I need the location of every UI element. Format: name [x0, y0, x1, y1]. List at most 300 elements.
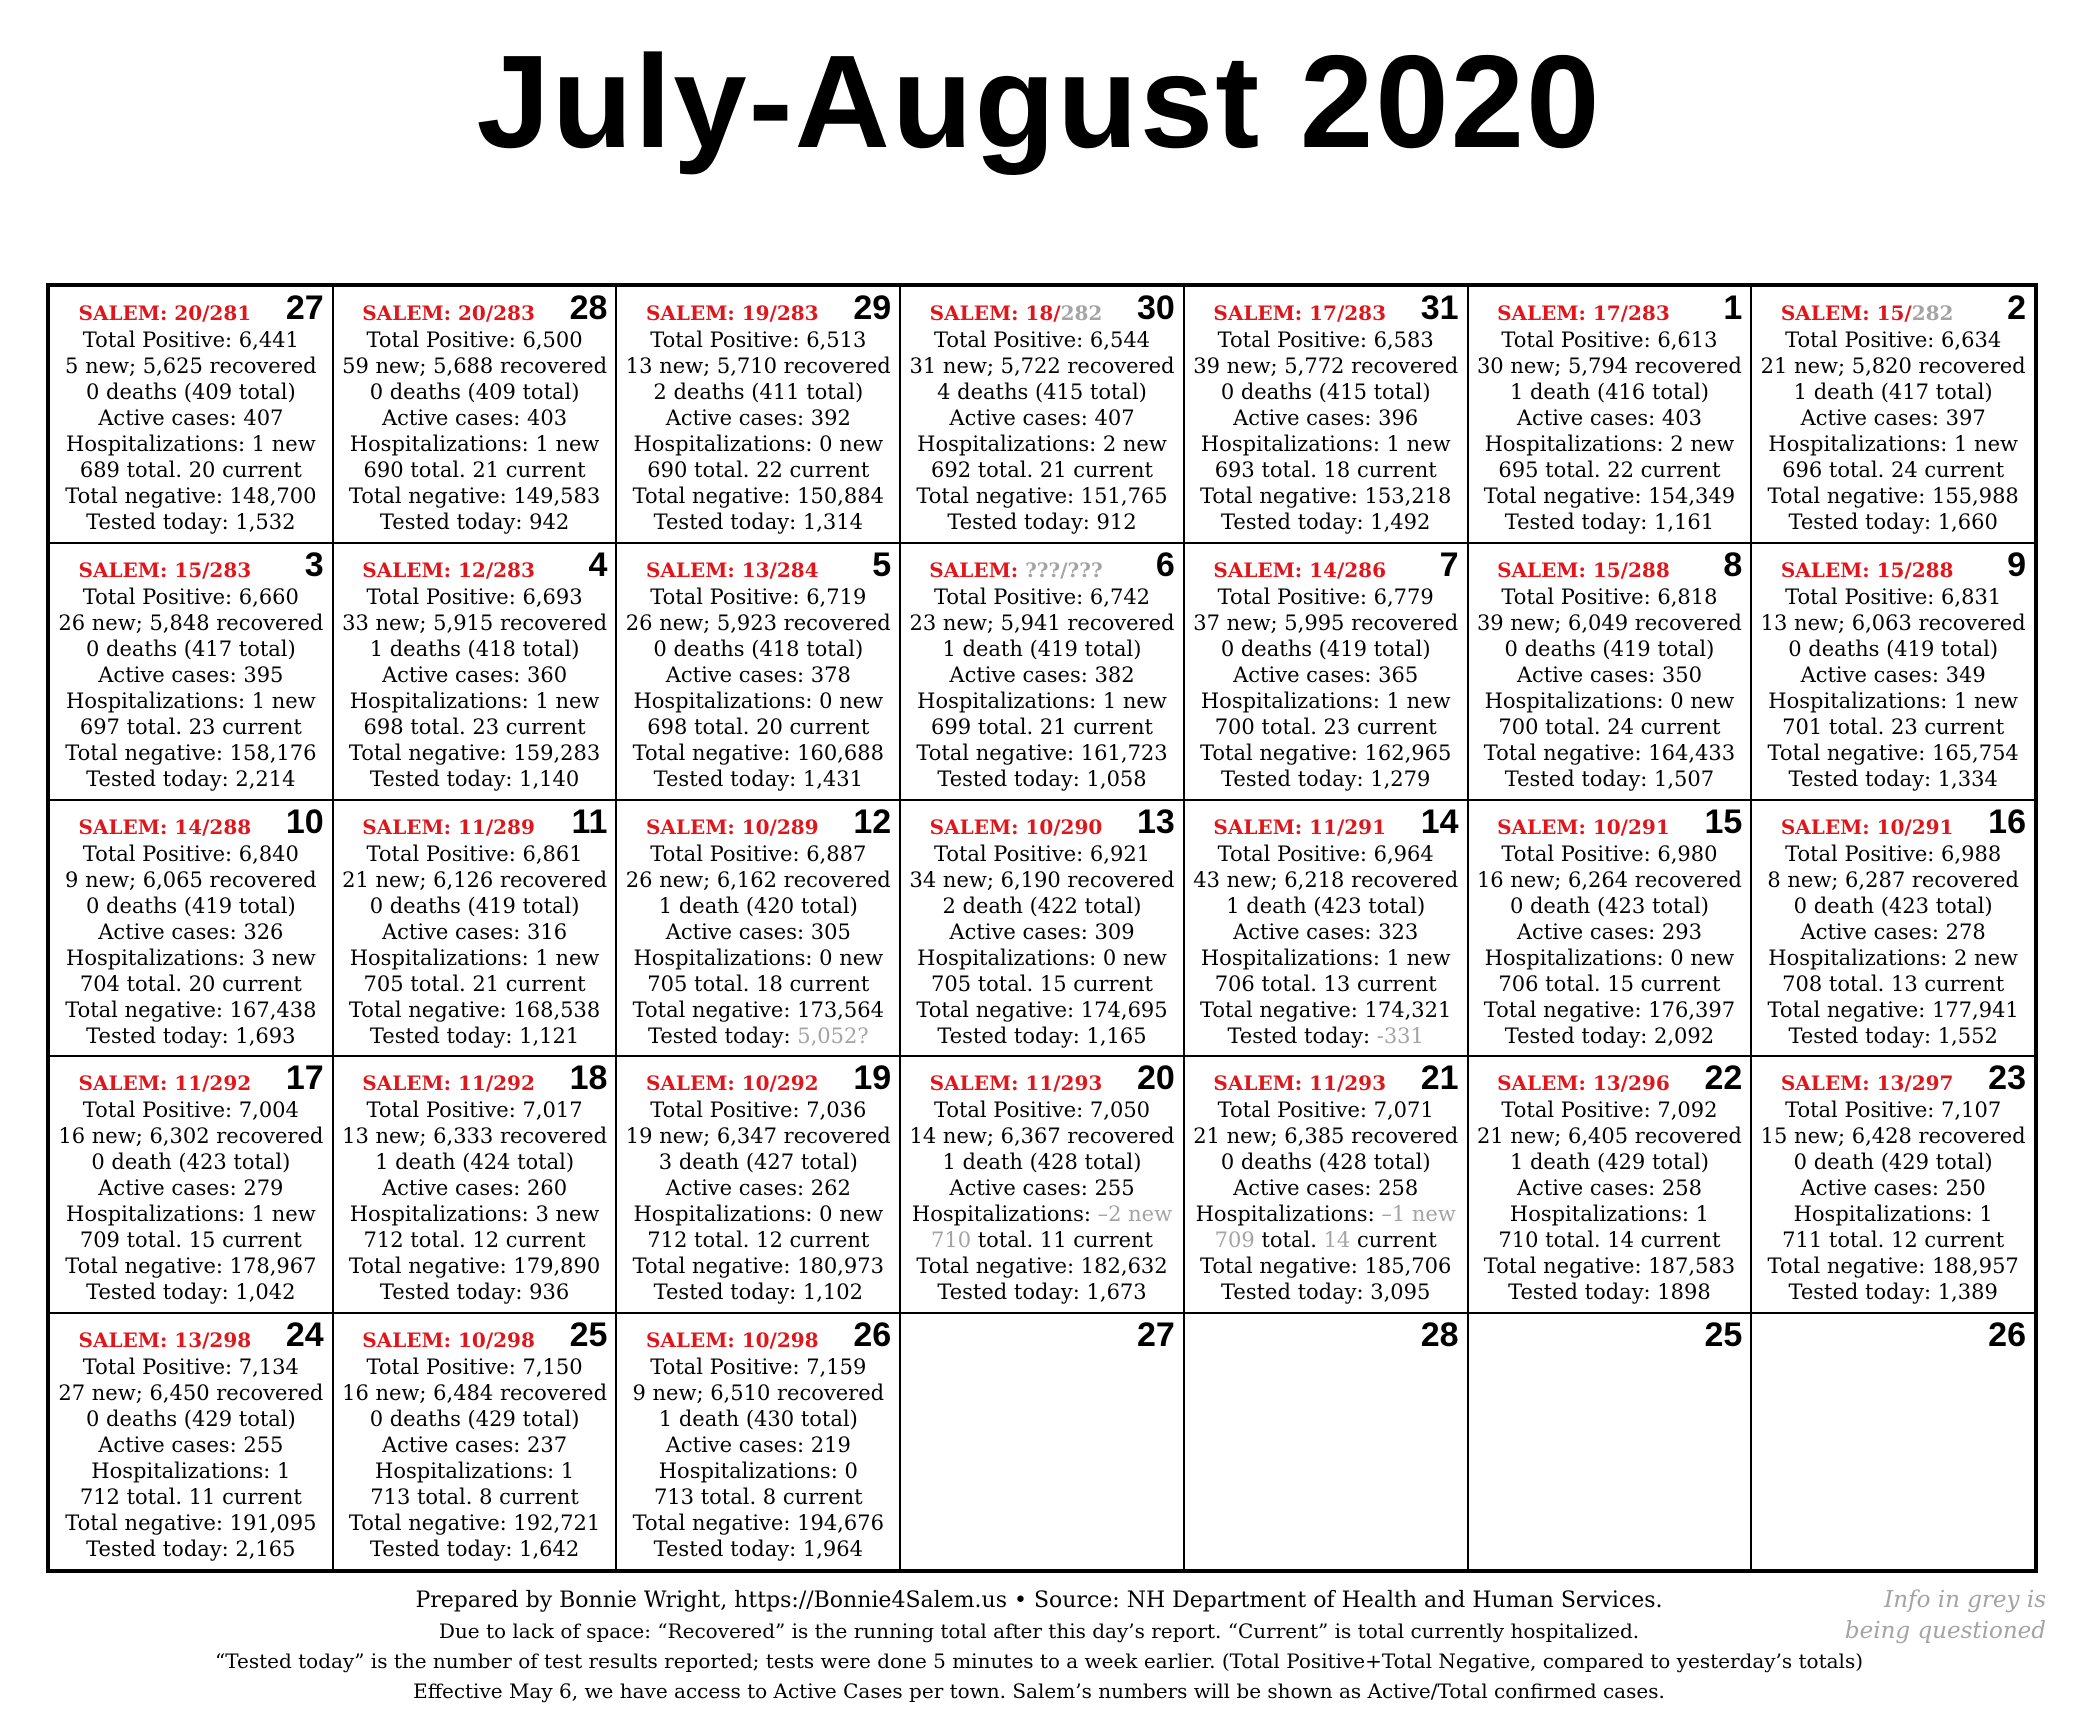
day-number: 3 [304, 545, 324, 584]
salem-cases [1475, 1071, 1693, 1095]
text-segment: 5 new; 5,625 recovered [65, 354, 317, 378]
text-segment: Hospitalizations: 1 new [1200, 432, 1451, 456]
text-segment: 0 deaths (409 total) [85, 380, 296, 404]
stat-line [907, 483, 1177, 509]
stat-line [56, 867, 326, 893]
stat-line [1191, 1097, 1461, 1123]
text-segment: Hospitalizations: [911, 1202, 1098, 1227]
text-segment: SALEM: 14/288 [78, 814, 252, 839]
text-segment: Total negative: 168,538 [348, 997, 601, 1022]
salem-cases [1191, 301, 1409, 325]
text-segment: Total negative: 161,723 [916, 740, 1168, 765]
text-segment: 31 new; 5,722 recovered [909, 354, 1175, 378]
text-segment: Total negative: 185,706 [1200, 1254, 1452, 1279]
salem-cases [340, 301, 558, 325]
stat-line [1191, 610, 1461, 636]
text-segment: 1 deaths (418 total) [369, 636, 580, 661]
text-segment: Active cases: 305 [665, 919, 851, 944]
stat-line [623, 457, 893, 483]
text-segment: Tested today: 1,552 [1788, 1023, 1998, 1048]
stat-line [1475, 841, 1745, 867]
stat-line [56, 1536, 326, 1562]
salem-cases [1191, 815, 1409, 839]
stat-line [56, 457, 326, 483]
text-segment: SALEM: 18/ [929, 301, 1061, 325]
day-number: 2 [2007, 289, 2026, 327]
stat-line [1758, 353, 2028, 379]
stat-line [56, 714, 326, 740]
text-segment: Tested today: 1,389 [1788, 1280, 1998, 1305]
stat-line [1758, 584, 2028, 610]
day-cell [49, 543, 333, 800]
stat-line [340, 379, 610, 405]
stat-line [1475, 766, 1745, 792]
text-segment: Hospitalizations: [1195, 1202, 1382, 1227]
text-segment: Active cases: 365 [1233, 662, 1419, 687]
stat-line [340, 919, 610, 945]
text-segment: 0 deaths (419 total) [85, 893, 296, 918]
day-cell-header [1758, 545, 2028, 584]
stat-line [623, 327, 893, 353]
stat-line [1758, 379, 2028, 405]
stat-line [1191, 327, 1461, 353]
text-segment: 26 new; 5,923 recovered [625, 610, 891, 635]
day-cell [1468, 286, 1752, 543]
stat-line [1475, 945, 1745, 971]
stat-line [1758, 841, 2028, 867]
stat-line [623, 1201, 893, 1227]
day-number: 29 [853, 289, 892, 327]
stat-line [1475, 584, 1745, 610]
day-stats [56, 584, 326, 792]
stat-line [1475, 1123, 1745, 1149]
stat-line [56, 997, 326, 1023]
text-segment: Tested today: 1,964 [653, 1537, 863, 1562]
stat-line [907, 971, 1177, 997]
text-segment: Total Positive: 6,818 [1501, 584, 1718, 609]
stat-line [340, 1510, 610, 1536]
text-segment: 701 total. 23 current [1782, 714, 2005, 739]
text-segment: Tested today: 1,165 [937, 1023, 1147, 1048]
text-segment: SALEM: 10/291 [1780, 814, 1954, 839]
questioned-value: ???/??? [1025, 557, 1103, 582]
stat-line [1191, 841, 1461, 867]
stat-line [1475, 688, 1745, 714]
text-segment: 16 new; 6,484 recovered [342, 1381, 608, 1406]
text-segment: Total negative: 162,965 [1200, 740, 1452, 765]
text-segment: 2 deaths (411 total) [653, 380, 864, 404]
text-segment: SALEM: 13/297 [1780, 1071, 1954, 1096]
text-segment: SALEM: 13/296 [1497, 1071, 1670, 1096]
stat-line [56, 1097, 326, 1123]
text-segment: Tested today: 1,314 [653, 510, 863, 534]
stat-line [1475, 431, 1745, 457]
stat-line [1758, 1227, 2028, 1253]
text-segment: Total negative: 192,721 [348, 1511, 601, 1536]
stat-line [907, 457, 1177, 483]
stat-line [1191, 353, 1461, 379]
stat-line [56, 841, 326, 867]
text-segment: Tested today: 2,165 [86, 1537, 296, 1562]
text-segment: Tested today: [647, 1023, 798, 1048]
stat-line [623, 405, 893, 431]
day-stats [340, 327, 610, 535]
text-segment: 710 total. 14 current [1498, 1228, 1721, 1253]
day-cell [616, 543, 900, 800]
text-segment: Hospitalizations: 1 new [1200, 945, 1451, 970]
day-cell-header [1191, 802, 1461, 841]
stat-line [340, 1175, 610, 1201]
text-segment: 0 death (429 total) [1793, 1150, 1993, 1175]
stat-line [623, 1354, 893, 1380]
text-segment: Tested today: 1,279 [1221, 766, 1431, 791]
text-segment: Hospitalizations: 2 new [1484, 432, 1735, 456]
stat-line [1191, 971, 1461, 997]
text-segment: 711 total. 12 current [1782, 1228, 2005, 1253]
text-segment: SALEM: 10/291 [1497, 814, 1670, 839]
text-segment: Total Positive: 6,500 [366, 328, 583, 352]
stat-line [907, 610, 1177, 636]
stat-line [1475, 893, 1745, 919]
text-segment: Total negative: 149,583 [348, 484, 601, 508]
text-segment: Active cases: 349 [1800, 662, 1986, 687]
text-segment: 0 deaths (419 total) [1504, 636, 1715, 661]
day-number: 19 [853, 1059, 892, 1098]
day-number: 27 [1137, 1316, 1175, 1355]
stat-line [623, 1023, 893, 1049]
text-segment: Total negative: 148,700 [65, 484, 317, 508]
text-segment: Total negative: 179,890 [348, 1254, 601, 1279]
text-segment: Total Positive: 6,719 [650, 584, 867, 609]
stat-line [1475, 1175, 1745, 1201]
stat-line [907, 945, 1177, 971]
day-stats [1475, 584, 1745, 792]
day-cell-header [1191, 291, 1461, 327]
stat-line [56, 740, 326, 766]
day-cell-header [1475, 802, 1745, 841]
text-segment: Total negative: 177,941 [1767, 997, 2019, 1022]
stat-line [1191, 1201, 1461, 1227]
text-segment: Total Positive: 6,831 [1785, 584, 2002, 609]
day-cell [900, 543, 1184, 800]
stat-line [1191, 1023, 1461, 1049]
stat-line [1191, 919, 1461, 945]
text-segment: 698 total. 20 current [647, 714, 870, 739]
day-stats [907, 1097, 1177, 1305]
stat-line [1475, 610, 1745, 636]
day-stats [1758, 841, 2028, 1049]
day-number: 5 [872, 545, 892, 584]
text-segment: 1 death (419 total) [942, 636, 1142, 661]
stat-line [1191, 379, 1461, 405]
text-segment: Active cases: 219 [665, 1433, 851, 1458]
day-cell [1468, 1056, 1752, 1313]
stat-line [623, 1380, 893, 1406]
text-segment: Hospitalizations: 0 new [633, 945, 884, 970]
stat-line [56, 1458, 326, 1484]
stat-line [56, 405, 326, 431]
text-segment: 21 new; 6,405 recovered [1476, 1124, 1742, 1149]
text-segment: Total Positive: 6,693 [366, 584, 583, 609]
day-cell [49, 1056, 333, 1313]
text-segment: Tested today: 1,507 [1504, 766, 1715, 791]
day-stats [1475, 327, 1745, 535]
text-segment: Active cases: 309 [949, 919, 1135, 944]
text-segment: 9 new; 6,065 recovered [65, 867, 317, 892]
text-segment: Hospitalizations: 2 new [1768, 945, 2018, 970]
text-segment: 21 new; 6,385 recovered [1193, 1124, 1459, 1149]
text-segment: Total negative: 155,988 [1767, 484, 2019, 508]
stat-line [1758, 483, 2028, 509]
salem-cases [56, 558, 274, 582]
text-segment: 1 death (420 total) [658, 893, 858, 918]
stat-line [340, 1279, 610, 1305]
text-segment: 0 deaths (417 total) [85, 636, 296, 661]
stat-line [56, 1354, 326, 1380]
text-segment: 713 total. 8 current [653, 1485, 863, 1510]
text-segment: Total Positive: 7,017 [366, 1098, 583, 1123]
stat-line [1758, 636, 2028, 662]
stat-line [907, 688, 1177, 714]
text-segment: Total negative: 182,632 [916, 1254, 1168, 1279]
text-segment: Total negative: 151,765 [916, 484, 1168, 508]
text-segment: Active cases: 326 [98, 919, 284, 944]
stat-line [907, 327, 1177, 353]
stat-line [1758, 997, 2028, 1023]
text-segment: Active cases: 403 [1516, 406, 1702, 430]
day-cell-header [623, 1318, 893, 1354]
day-cell [1184, 1313, 1468, 1570]
text-segment: Tested today: 2,214 [86, 766, 296, 791]
stat-line [1191, 1227, 1461, 1253]
text-segment: Hospitalizations: 1 new [917, 688, 1167, 713]
day-cell-header [1191, 545, 1461, 584]
text-segment: Hospitalizations: 0 new [633, 432, 884, 456]
text-segment: Tested today: 1,693 [86, 1023, 296, 1048]
text-segment: Hospitalizations: 1 new [66, 1202, 316, 1227]
stat-line [1191, 688, 1461, 714]
stat-line [623, 509, 893, 535]
day-number: 28 [569, 289, 608, 327]
stat-line [340, 945, 610, 971]
stat-line [340, 688, 610, 714]
text-segment: Total Positive: 6,840 [82, 841, 299, 866]
stat-line [56, 945, 326, 971]
stat-line [56, 483, 326, 509]
text-segment: Hospitalizations: 0 new [1484, 945, 1735, 970]
salem-cases [340, 1328, 558, 1352]
salem-cases [907, 815, 1125, 839]
text-segment: Active cases: 255 [949, 1176, 1135, 1201]
text-segment: Tested today: 1,102 [653, 1280, 863, 1305]
text-segment: 712 total. 11 current [79, 1485, 302, 1510]
text-segment: 700 total. 23 current [1214, 714, 1437, 739]
day-stats [56, 841, 326, 1049]
day-cell-header [623, 545, 893, 584]
text-segment: 0 death (423 total) [1793, 893, 1993, 918]
stat-line [340, 1123, 610, 1149]
day-number: 25 [569, 1316, 608, 1355]
day-stats [1191, 327, 1461, 535]
stat-line [1758, 919, 2028, 945]
stat-line [623, 379, 893, 405]
day-cell-header [340, 291, 610, 327]
stat-line [623, 1484, 893, 1510]
stat-line [1191, 405, 1461, 431]
text-segment: Total negative: 150,884 [632, 484, 884, 508]
stat-line [1758, 766, 2028, 792]
text-segment: Hospitalizations: 1 [1509, 1202, 1709, 1227]
stat-line [340, 1406, 610, 1432]
salem-cases [56, 1071, 274, 1095]
day-cell [900, 1056, 1184, 1313]
text-segment: Total Positive: 6,583 [1217, 328, 1434, 352]
stat-line [623, 662, 893, 688]
stat-line [1758, 1175, 2028, 1201]
stat-line [1191, 714, 1461, 740]
stat-line [56, 1253, 326, 1279]
stat-line [1475, 867, 1745, 893]
day-cell-header [1475, 291, 1745, 327]
day-stats [56, 1354, 326, 1562]
stat-line [340, 997, 610, 1023]
stat-line [340, 766, 610, 792]
stat-line [340, 483, 610, 509]
stat-line [340, 1484, 610, 1510]
text-segment: Total Positive: 6,779 [1217, 584, 1434, 609]
text-segment: current [1350, 1228, 1437, 1253]
day-cell [900, 800, 1184, 1057]
text-segment: Active cases: 407 [949, 406, 1135, 430]
text-segment: Active cases: 407 [98, 406, 284, 430]
stat-line [1758, 688, 2028, 714]
text-segment: 2 death (422 total) [942, 893, 1142, 918]
day-cell-header [1191, 1318, 1461, 1354]
day-cell [900, 1313, 1184, 1570]
text-segment: Active cases: 323 [1233, 919, 1419, 944]
stat-line [907, 1123, 1177, 1149]
text-segment: Active cases: 378 [665, 662, 851, 687]
text-segment: Total negative: 164,433 [1483, 740, 1736, 765]
text-segment: 705 total. 18 current [647, 971, 870, 996]
text-segment: SALEM: 10/289 [645, 814, 819, 839]
day-number: 30 [1137, 289, 1175, 327]
day-cell [900, 286, 1184, 543]
day-number: 14 [1420, 802, 1459, 841]
stat-line [907, 379, 1177, 405]
text-segment: Total negative: 153,218 [1200, 484, 1452, 508]
text-segment: Hospitalizations: 0 new [633, 1202, 884, 1227]
text-segment: 705 total. 15 current [930, 971, 1153, 996]
day-cell-header [1758, 1318, 2028, 1354]
text-segment: Total Positive: 6,634 [1785, 328, 2002, 352]
stat-line [623, 688, 893, 714]
stat-line [56, 584, 326, 610]
stat-line [1191, 945, 1461, 971]
text-segment: 23 new; 5,941 recovered [909, 610, 1175, 635]
stat-line [1758, 1201, 2028, 1227]
stat-line [1758, 1253, 2028, 1279]
text-segment: 0 deaths (419 total) [1220, 636, 1431, 661]
text-segment: Total negative: 180,973 [632, 1254, 884, 1279]
text-segment: Total negative: 174,321 [1200, 997, 1452, 1022]
stat-line [1475, 1253, 1745, 1279]
text-segment: 21 new; 6,126 recovered [342, 867, 608, 892]
text-segment: Tested today: 1,042 [86, 1280, 296, 1305]
text-segment: Active cases: 279 [98, 1176, 284, 1201]
stat-line [1475, 483, 1745, 509]
stat-line [907, 919, 1177, 945]
stat-line [623, 971, 893, 997]
text-segment: Total Positive: 6,742 [933, 584, 1151, 609]
questioned-value: -331 [1376, 1023, 1424, 1048]
stat-line [340, 431, 610, 457]
text-segment: Active cases: 278 [1800, 919, 1986, 944]
text-segment: SALEM: 11/289 [362, 814, 535, 839]
text-segment: Total negative: 178,967 [65, 1254, 317, 1279]
salem-cases [907, 301, 1125, 325]
text-segment: Active cases: 382 [949, 662, 1135, 687]
text-segment: Active cases: 392 [665, 406, 851, 430]
text-segment: Total Positive: 7,092 [1501, 1098, 1718, 1123]
stat-line [340, 584, 610, 610]
day-cell-header [623, 291, 893, 327]
stat-line [56, 1279, 326, 1305]
stat-line [56, 1023, 326, 1049]
text-segment: Total Positive: 6,921 [933, 841, 1151, 866]
text-segment: Tested today: [1227, 1023, 1377, 1048]
day-number: 11 [571, 802, 608, 841]
stat-line [623, 740, 893, 766]
text-segment: Active cases: 255 [98, 1433, 284, 1458]
day-stats [1191, 841, 1461, 1049]
footer-note-tested: “Tested today” is the number of test results reported; tests were done 5 minutes to a week earlier. (Total Positive+Total Negative, compared to yesterday’s totals) [214, 1649, 1864, 1673]
stat-line [1475, 1201, 1745, 1227]
text-segment: Total Positive: 7,134 [82, 1355, 299, 1380]
salem-cases [623, 558, 841, 582]
text-segment: 0 deaths (409 total) [369, 380, 580, 404]
day-stats [1758, 327, 2028, 535]
stat-line [1191, 997, 1461, 1023]
questioned-value: 710 [930, 1228, 972, 1253]
day-cell [1751, 1056, 2035, 1313]
text-segment: Total Positive: 7,036 [650, 1098, 867, 1123]
text-segment: Total negative: 159,283 [348, 740, 601, 765]
day-cell [1184, 1056, 1468, 1313]
stat-line [1475, 353, 1745, 379]
stat-line [1758, 1279, 2028, 1305]
text-segment: 4 deaths (415 total) [937, 380, 1147, 404]
day-number: 27 [285, 289, 324, 327]
stat-line [1758, 327, 2028, 353]
text-segment: Total negative: 188,957 [1767, 1254, 2019, 1279]
questioned-value: 282 [1911, 301, 1954, 325]
text-segment: Tested today: 1,431 [653, 766, 863, 791]
text-segment: 34 new; 6,190 recovered [909, 867, 1175, 892]
stat-line [56, 766, 326, 792]
day-number: 17 [285, 1059, 324, 1098]
day-cell-header [340, 545, 610, 584]
stat-line [1475, 919, 1745, 945]
text-segment: Hospitalizations: 1 new [66, 432, 316, 456]
text-segment: 0 deaths (419 total) [369, 893, 580, 918]
stat-line [1758, 714, 2028, 740]
day-stats [1475, 841, 1745, 1049]
day-cell-header [340, 802, 610, 841]
stat-line [623, 1279, 893, 1305]
day-stats [1191, 584, 1461, 792]
footer-note-recovered: Due to lack of space: “Recovered” is the running total after this day’s report. “Current” is total currently hospitalized. [438, 1619, 1640, 1643]
